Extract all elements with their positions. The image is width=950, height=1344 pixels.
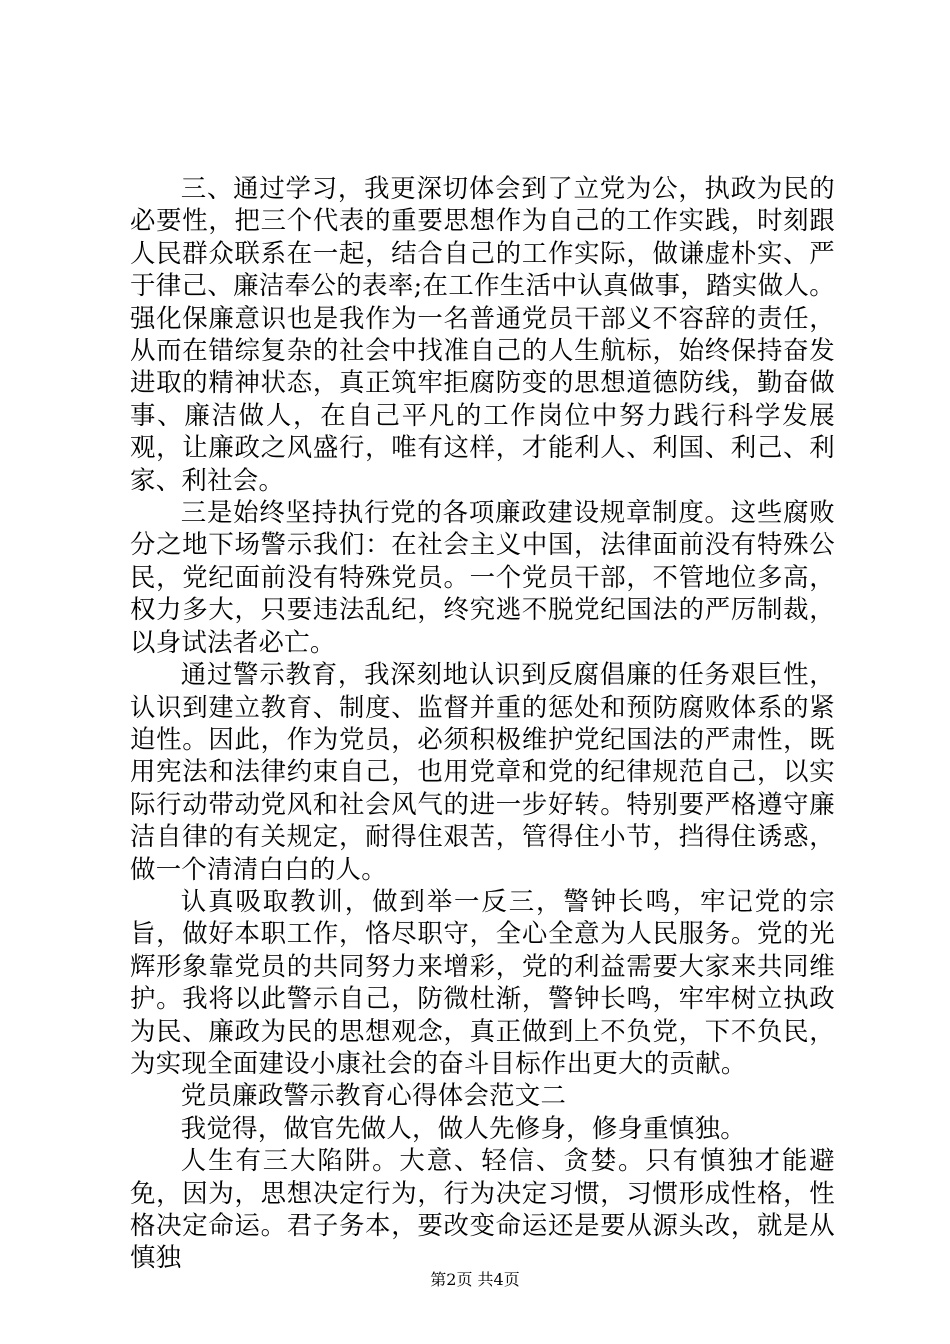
document-body xyxy=(130,172,835,1274)
paragraph: 认真吸取教训，做到举一反三，警钟长鸣，牢记党的宗旨，做好本职工作，恪尽职守，全心全意为人民服务。党的光辉形象靠党员的共同努力来增彩，党的利益需要大家来共同维护。我将以此警示自己，防微杜渐，警钟长鸣，牢牢树立执政为民、廉政为民的思想观念，真正做到上不负党，下不负民，为实现全面建设小康社会的奋斗目标作出更大的贡献。 xyxy=(130,885,835,1078)
paragraph: 三、通过学习，我更深切体会到了立党为公，执政为民的必要性，把三个代表的重要思想作为自己的工作实践，时刻跟人民群众联系在一起，结合自己的工作实际，做谦虚朴实、严于律己、廉洁奉公的表率;在工作生活中认真做事，踏实做人。强化保廉意识也是我作为一名普通党员干部义不容辞的责任，从而在错综复杂的社会中找准自己的人生航标，始终保持奋发进取的精神状态，真正筑牢拒腐防变的思想道德防线，勤奋做事、廉洁做人，在自己平凡的工作岗位中努力践行科学发展观，让廉政之风盛行，唯有这样，才能利人、利国、利己、利家、利社会。 xyxy=(130,173,835,495)
page-footer: 第2页 共4页 xyxy=(430,1270,520,1289)
paragraph: 我觉得，做官先做人，做人先修身，修身重慎独。 xyxy=(180,1112,746,1143)
paragraph: 通过警示教育，我深刻地认识到反腐倡廉的任务艰巨性，认识到建立教育、制度、监督并重的惩处和预防腐败体系的紧迫性。因此，作为党员，必须积极维护党纪国法的严肃性，既用宪法和法律约束自己，也用党章和党的纪律规范自己，以实际行动带动党风和社会风气的进一步好转。特别要严格遵守廉洁自律的有关规定，耐得住艰苦，管得住小节，挡得住诱惑，做一个清清白白的人。 xyxy=(130,659,835,884)
paragraph: 三是始终坚持执行党的各项廉政建设规章制度。这些腐败分之地下场警示我们：在社会主义中国，法律面前没有特殊公民，党纪面前没有特殊党员。一个党员干部，不管地位多高，权力多大，只要违法乱纪，终究逃不脱党纪国法的严厉制裁，以身试法者必亡。 xyxy=(130,497,835,657)
section-heading: 党员廉政警示教育心得体会范文二 xyxy=(180,1080,567,1111)
paragraph: 人生有三大陷阱。大意、轻信、贪婪。只有慎独才能避免，因为，思想决定行为，行为决定习惯，习惯形成性格，性格决定命运。君子务本，要改变命运还是要从源头改，就是从慎独 xyxy=(130,1145,835,1273)
